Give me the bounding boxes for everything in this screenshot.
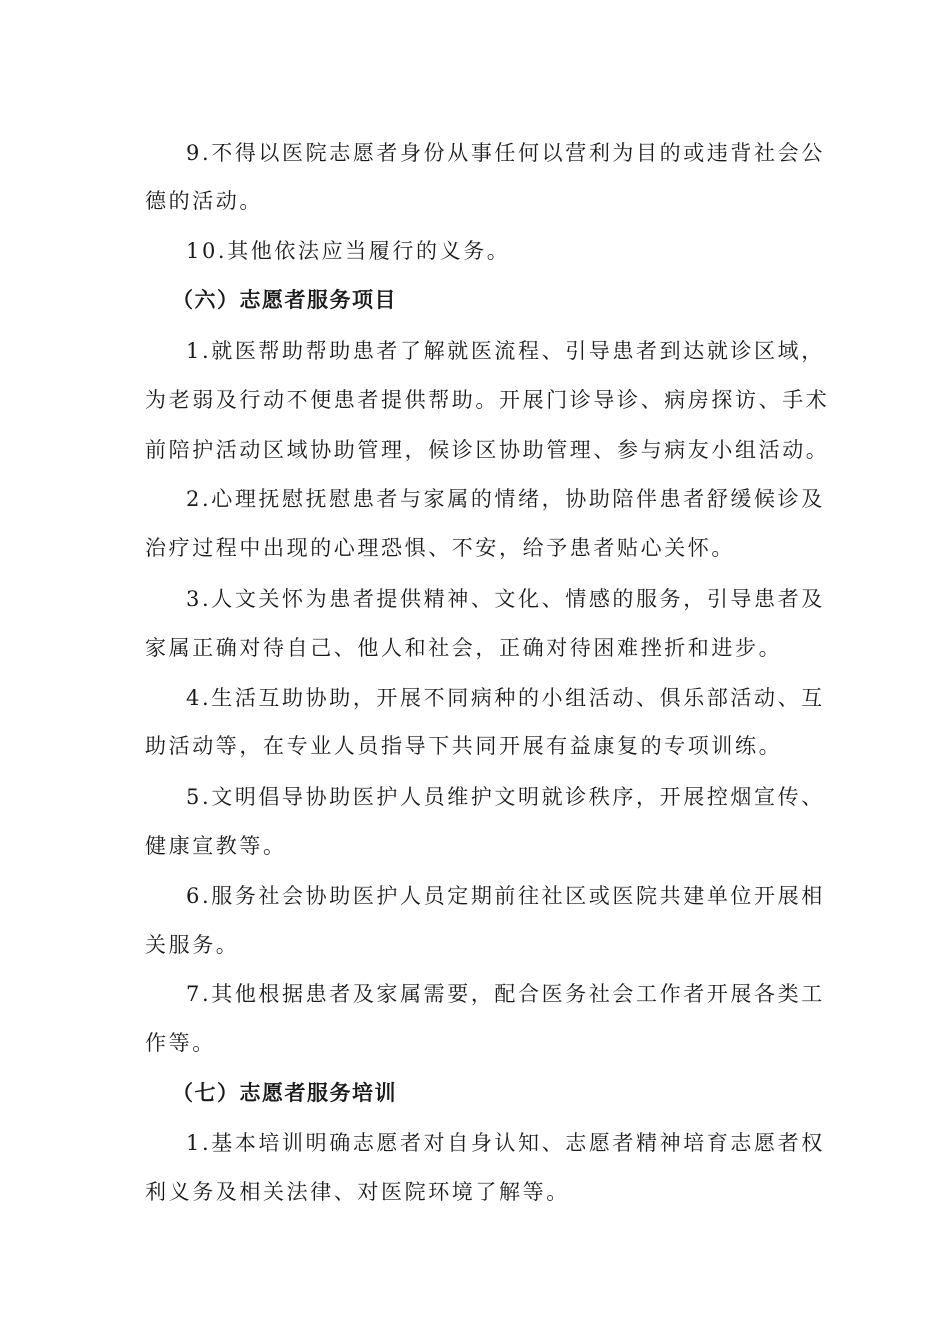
paragraph-service-6-line-2: 关服务。 [145,933,240,957]
paragraph-service-7-line-1: 7.其他根据患者及家属需要，配合医务社会工作者开展各类工 [186,982,825,1006]
paragraph-training-1-line-2: 利义务及相关法律、对医院环境了解等。 [145,1180,570,1204]
paragraph-service-1-line-3: 前陪护活动区域协助管理，候诊区协助管理、参与病友小组活动。 [145,438,830,462]
paragraph-service-2-line-1: 2.心理抚慰抚慰患者与家属的情绪，协助陪伴患者舒缓候诊及 [186,487,825,511]
paragraph-service-6-line-1: 6.服务社会协助医护人员定期前往社区或医院共建单位开展相 [186,884,825,908]
paragraph-service-4-line-2: 助活动等，在专业人员指导下共同开展有益康复的专项训练。 [145,734,783,758]
paragraph-item-9-line-1: 9.不得以医院志愿者身份从事任何以营利为目的或违背社会公 [186,141,825,165]
paragraph-service-2-line-2: 治疗过程中出现的心理恐惧、不安，给予患者贴心关怀。 [145,536,735,560]
section-heading-6: （六）志愿者服务项目 [172,288,397,312]
paragraph-service-4-line-1: 4.生活互助协助，开展不同病种的小组活动、俱乐部活动、互 [186,686,825,710]
paragraph-item-9-line-2: 德的活动。 [145,189,263,213]
paragraph-service-7-line-2: 作等。 [145,1031,216,1055]
paragraph-service-3-line-1: 3.人文关怀为患者提供精神、文化、情感的服务，引导患者及 [186,587,825,611]
section-heading-7: （七）志愿者服务培训 [172,1081,397,1105]
paragraph-service-3-line-2: 家属正确对待自己、他人和社会，正确对待困难挫折和进步。 [145,636,783,660]
paragraph-service-5-line-1: 5.文明倡导协助医护人员维护文明就诊秩序，开展控烟宣传、 [186,785,825,809]
paragraph-service-1-line-2: 为老弱及行动不便患者提供帮助。开展门诊导诊、病房探访、手术 [145,388,830,412]
paragraph-training-1-line-1: 1.基本培训明确志愿者对自身认知、志愿者精神培育志愿者权 [186,1131,825,1155]
paragraph-item-10: 10.其他依法应当履行的义务。 [186,239,511,263]
paragraph-service-5-line-2: 健康宣教等。 [145,834,287,858]
paragraph-service-1-line-1: 1.就医帮助帮助患者了解就医流程、引导患者到达就诊区域， [186,339,825,363]
